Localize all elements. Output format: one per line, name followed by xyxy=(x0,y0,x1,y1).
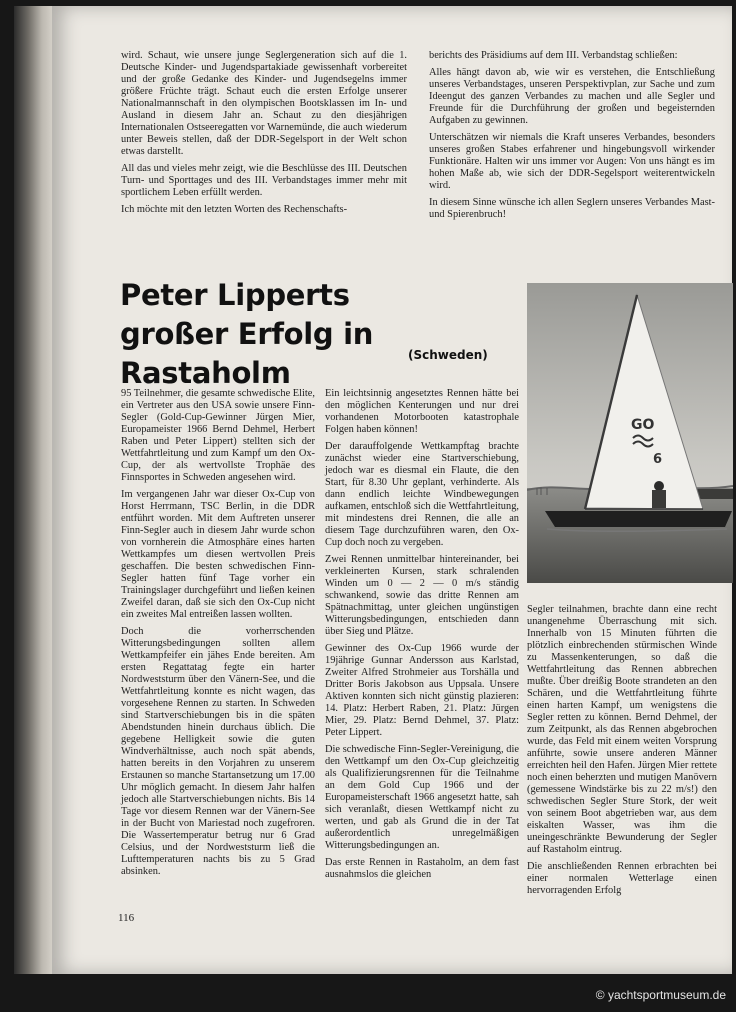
page-number: 116 xyxy=(118,912,135,924)
article-column-2 xyxy=(325,388,519,886)
paragraph: Doch die vorherrschenden Witterungsbedingungen sollten allem Wettkampfeifer ein jähes Ende bereiten. Am ersten Regattatag fegte ein harter Nordweststurm über den Vänern-See, und die Wettfahrtleitung konnte es nicht wagen, das vorgesehene Rennen zu starten. In Schweden sind Startverschiebungen bis in die späten Abendstunden hinein durchaus üblich. Die gegebene Helligkeit sowie die guten Windverhältnisse, auch noch spät abends, hatten bereits in den Vorjahren zu unserem Erstaunen so manche Startansetzung um 17.00 Uhr möglich gemacht. In diesem Jahr halfen jedoch alle Startverschiebungen nichts. Bis 14 Tage vor diesem Rennen war der Vänern-See in der Bucht von Mariestad noch zugefroren. Die Wassertemperatur betrug nur 6 Grad Celsius, und der Nordweststurm ließ die Lufttemperaturen nachts bis zu 5 Grad absinken. xyxy=(121,626,315,877)
paragraph: Segler teilnahmen, brachte dann eine recht unangenehme Überraschung mit sich. Innerhalb von 15 Minuten führten die plötzlich einbrechenden stürmischen Winde zu Massenkenterungen, so daß die Wettfahrtleitung das Rennen abbrechen mußte. Über dreißig Boote strandeten an den Schären, und die Wettfahrtleitung führte einen harten Kampf, um wenigstens die Segler retten zu können. Bernd Dehmel, der zum Zeitpunkt, als das Rennen abgebrochen wurde, das Feld mit einem weiten Vorsprung anführte, sowie unsere anderen Männer erreichten heil den Hafen. Jürgen Mier rettete noch einen beherzten und mutigen Manövern (gemessene Windstärke bis zu 22 m/s!) den schwedischen Segler Sture Stork, der weit von seinem Boot abgetrieben war, aus dem eiskalten Wasser, was ihm die uneingeschränkte Bewunderung der Segler auf Rastaholm eintrug. xyxy=(527,604,717,855)
article-column-3 xyxy=(527,604,717,902)
paragraph: Der darauffolgende Wettkampftag brachte zunächst wieder eine Startverschiebung, jedoch war es diesmal ein Flaute, die den Start, für 8.30 Uhr geplant, verhinderte. Als dann endlich leichte Windbewegungen aufkamen, entschloß sich die Wettfahrtleitung, mit mindestens drei Rennen, die alle an diesem Tage durchzuführen waren, den Ox-Cup doch noch zu vergeben. xyxy=(325,441,519,548)
sail-mark: GO xyxy=(631,417,655,433)
finn-dinghy-image xyxy=(527,283,733,583)
paragraph: Ein leichtsinnig angesetztes Rennen hätte bei den möglichen Kenterungen und nur drei vorhandenen Motorbooten katastrophale Folgen haben können! xyxy=(325,388,519,435)
paragraph: Die schwedische Finn-Segler-Vereinigung, die den Wettkampf um den Ox-Cup gleichzeitig als Qualifizierungsrennen für die Teilnahme an dem Gold Cup 1966 und der Europameisterschaft 1966 angesetzt hatte, sah sich veranlaßt, diesen Wettkampf nicht zu werten, und gab als Grund die in der Tat außerordentlich unregelmäßigen Witterungsbedingungen an. xyxy=(325,744,519,851)
article-title-line-2: großer Erfolg in Rastaholm xyxy=(120,317,374,390)
paragraph: Zwei Rennen unmittelbar hintereinander, bei verkleinerten Kursen, stark schralenden Winden um 0 — 2 — 0 m/s ständig schwankend, sowie das dritte Rennen am Spätnachmittag, unter gleichen ungünstigen Witterungsbedingungen, entschieden dann über Sieg und Plätze. xyxy=(325,554,519,637)
article-column-1 xyxy=(121,388,315,883)
paragraph: Alles hängt davon ab, wie wir es verstehen, die Entschließung unseres Verbandstages, unseren Perspektivplan, zur Sache und zum Ideengut des ganzen Verbandes zu machen und alle Segler und Freunde für die Durchführung der großen und begeisternden Aufgaben zu gewinnen. xyxy=(429,67,715,126)
article-subtitle: (Schweden) xyxy=(408,348,488,362)
article-title-line-1: Peter Lipperts xyxy=(120,278,350,312)
paragraph: berichts des Präsidiums auf dem III. Verbandstag schließen: xyxy=(429,50,678,61)
top-left-column xyxy=(121,50,407,221)
paragraph: All das und vieles mehr zeigt, wie die Beschlüsse des III. Deutschen Turn- und Sporttages und des III. Verbandstages immer mehr mit sportlichem Leben erfüllt werden. xyxy=(121,163,407,198)
book-spine xyxy=(14,6,54,974)
paragraph: Im vergangenen Jahr war dieser Ox-Cup von Horst Herrmann, TSC Berlin, in die DDR entführt worden. Mit dem Auftreten unserer Finn-Segler auch in diesem Jahr wurde schon von vornherein die Atmosphäre eines harten Wettkampfes um diesen wertvollen Preis geschaffen. Die besten schwedischen Finn-Segler hatten fünf Tage vorher ein Trainingslager durchgeführt und ließen keinen Zweifel daran, daß sie sich den Ox-Cup nicht ein zweites Mal entreißen lassen wollten. xyxy=(121,489,315,620)
sail-number: 6 xyxy=(653,452,663,467)
top-right-column xyxy=(429,50,715,226)
article-title xyxy=(120,276,520,393)
paragraph: Unterschätzen wir niemals die Kraft unseres Verbandes, besonders unseres großen Stabes erfahrener und hingebungsvoll wirkender Funktionäre. Halten wir uns immer vor Augen: Von uns hängt es im hohen Maße ab, wie sich der DDR-Segelsport weiterentwickeln wird. xyxy=(429,132,715,191)
sailing-photo xyxy=(527,283,733,583)
paragraph: wird. Schaut, wie unsere junge Seglergeneration sich auf die 1. Deutsche Kinder- und Jugendspartakiade gewissenhaft vorbereitet und der große Gedanke des Kinder- und Jugendsegelns immer größere Früchte trägt. Schaut euch die ersten Erfolge unserer Nationalmannschaft in den olympischen Bootsklassen im In- und Ausland in diesem Jahr an. Schaut zu den diesjährigen Internationalen Ostseeregatten vor Warnemünde, die auch wiederum unter Beweis stellen, daß der DDR-Segelsport in der Welt schon etwas darstellt. xyxy=(121,50,407,157)
paragraph: In diesem Sinne wünsche ich allen Seglern unseres Verbandes Mast- und Spierenbruch! xyxy=(429,197,715,220)
paragraph: 95 Teilnehmer, die gesamte schwedische Elite, ein Vertreter aus den USA sowie unsere Finn-Segler (Gold-Cup-Gewinner Jürgen Mier, Europameister 1966 Bernd Dehmel, Herbert Raben und Peter Lippert) stellten sich der Wettfahrtleitung und zum Kampf um den Ox-Cup, der als wertvollste Trophäe des Finnsportes in Schweden angesehen wird. xyxy=(121,388,316,483)
watermark: © yachtsportmuseum.de xyxy=(595,988,726,1002)
paragraph: Ich möchte mit den letzten Worten des Rechenschafts- xyxy=(121,204,348,215)
paragraph: Das erste Rennen in Rastaholm, an dem fast ausnahmslos die gleichen xyxy=(325,857,519,880)
paragraph: Gewinner des Ox-Cup 1966 wurde der 19jährige Gunnar Andersson aus Karlstad, Zweiter Alfred Strohmeier aus Torshälla und Dritter Boris Jakobson aus Uppsala. Unsere Aktiven konnten sich nicht günstig plazieren: 14. Platz: Herbert Raben, 21. Platz: Jürgen Mier, 29. Platz: Bernd Dehmel, 37. Platz: Peter Lippert. xyxy=(325,643,519,738)
paragraph: Die anschließenden Rennen erbrachten bei einer normalen Wetterlage einen hervorragenden Erfolg xyxy=(527,861,717,896)
